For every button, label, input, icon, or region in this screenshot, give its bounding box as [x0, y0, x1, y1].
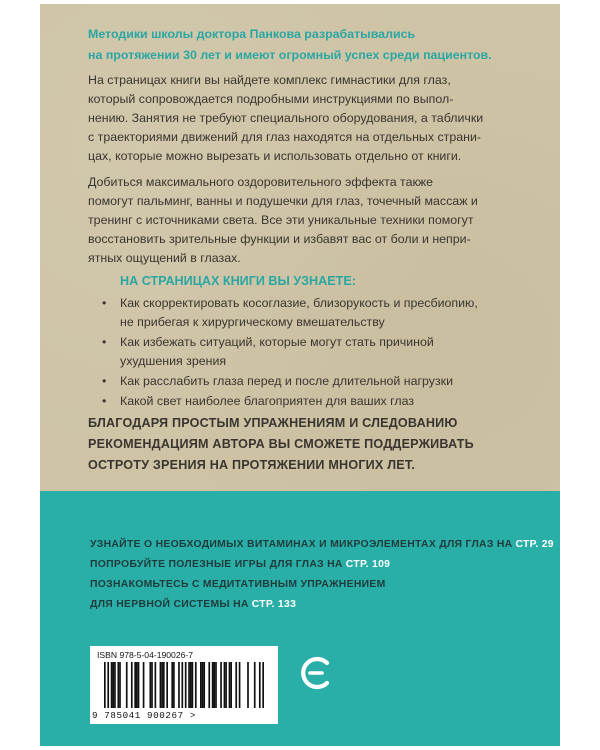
barcode-bar	[112, 662, 114, 708]
page-ref: СТР. 133	[251, 599, 297, 610]
learn-heading: НА СТРАНИЦАХ КНИГИ ВЫ УЗНАЕТЕ:	[120, 274, 356, 288]
barcode-bar	[185, 662, 187, 708]
lead-text	[88, 24, 528, 66]
barcode-bar	[126, 662, 128, 708]
barcode-icon	[104, 662, 264, 710]
barcode-bar	[114, 662, 116, 708]
book-back-cover	[40, 4, 560, 746]
teal-line	[90, 555, 550, 575]
list-item-line: • Как избежать ситуаций, которые могут стать причиной	[120, 335, 434, 349]
barcode-bar	[202, 662, 204, 708]
teal-panel	[40, 491, 560, 746]
paragraph-line: восстановить зрительные функции и избавят вас от боли и непри-	[88, 232, 471, 246]
eksmo-logo-icon	[300, 656, 334, 690]
barcode-label	[90, 646, 278, 724]
barcode-bar	[188, 662, 190, 708]
teal-line-text: ДЛЯ НЕРВНОЙ СИСТЕМЫ НА	[90, 599, 249, 610]
paragraph-line: цах, которые можно вырезать и использовать отдельно от книги.	[88, 149, 462, 163]
barcode-bar	[200, 662, 202, 708]
barcode-bar	[131, 662, 133, 708]
paragraph-line: с траекториями движений для глаз находятся на отдельных страни-	[88, 130, 481, 144]
page-ref: СТР. 29	[515, 539, 554, 550]
teal-line	[90, 535, 554, 555]
barcode-bar	[254, 662, 256, 708]
paragraph-line: На страницах книги вы найдете комплекс гимнастики для глаз,	[88, 73, 451, 87]
barcode-bar	[213, 662, 215, 708]
barcode-bar	[171, 662, 173, 708]
list-item-line: • Как скорректировать косоглазие, близорукость и пресбиопию,	[120, 296, 478, 310]
list-item	[98, 392, 528, 411]
barcode-bar	[262, 662, 264, 708]
barcode-bar	[235, 662, 237, 708]
list-item-line: ухудшения зрения	[120, 354, 227, 368]
barcode-number: 9 785041 900267 >	[92, 710, 196, 721]
barcode-bar	[181, 662, 183, 708]
teal-line-text: ПОПРОБУЙТЕ ПОЛЕЗНЫЕ ИГРЫ ДЛЯ ГЛАЗ НА	[90, 559, 343, 570]
teal-line-text: УЗНАЙТЕ О НЕОБХОДИМЫХ ВИТАМИНАХ И МИКРОЭЛЕМЕНТАХ ДЛЯ ГЛАЗ НА	[90, 539, 513, 550]
barcode-bar	[190, 662, 192, 708]
barcode-bar	[208, 662, 210, 708]
barcode-bar	[259, 662, 261, 708]
barcode-bar	[178, 662, 180, 708]
list-item-line: • Какой свет наиболее благоприятен для ваших глаз	[120, 394, 415, 408]
barcode-bar	[104, 662, 106, 708]
barcode-bar	[119, 662, 121, 708]
paragraph-line: помогут пальминг, ванны и подушечки для глаз, точечный массаж и	[88, 194, 478, 208]
barcode-bar	[134, 662, 136, 708]
teal-text-block	[90, 535, 554, 615]
isbn-text: ISBN 978-5-04-190026-7	[97, 650, 194, 660]
barcode-bar	[155, 662, 157, 708]
paragraph-line: нению. Занятия не требуют специального оборудования, а таблички	[88, 111, 484, 125]
barcode-bar	[151, 662, 153, 708]
list-item	[98, 333, 528, 371]
list-item-line: не прибегая к хирургическому вмешательству	[120, 315, 385, 329]
teal-line	[90, 575, 550, 595]
barcode-bar	[220, 662, 222, 708]
barcode-bar	[229, 662, 231, 708]
barcode-bar	[203, 662, 205, 708]
closing-line: БЛАГОДАРЯ ПРОСТЫМ УПРАЖНЕНИЯМ И СЛЕДОВАНИЮ	[88, 416, 458, 430]
barcode-bar	[239, 662, 241, 708]
paper-panel	[40, 4, 560, 491]
barcode-bar	[230, 662, 232, 708]
barcode-bar	[143, 662, 145, 708]
list-item	[98, 372, 528, 391]
barcode-bar	[192, 662, 194, 708]
paragraph-line: тренинг с источниками света. Все эти уникальные техники помогут	[88, 213, 474, 227]
barcode-bar	[166, 662, 168, 708]
barcode-bar	[195, 662, 197, 708]
paragraph-2	[88, 173, 528, 268]
paragraph-line: Добиться максимального оздоровительного эффекта также	[88, 175, 434, 189]
barcode-bar	[247, 662, 249, 708]
barcode-bar	[107, 662, 109, 708]
lead-line: на протяжении 30 лет и имеют огромный успех среди пациентов.	[88, 48, 492, 62]
barcode-bar	[163, 662, 165, 708]
closing-statement	[88, 413, 538, 476]
page-ref: СТР. 109	[345, 559, 391, 570]
barcode-bar	[161, 662, 163, 708]
barcode-bar	[138, 662, 140, 708]
closing-line: РЕКОМЕНДАЦИЯМ АВТОРА ВЫ СМОЖЕТЕ ПОДДЕРЖИВАТЬ	[88, 437, 474, 451]
barcode-bar	[173, 662, 175, 708]
barcode-bar	[224, 662, 226, 708]
teal-line-text: ПОЗНАКОМЬТЕСЬ С МЕДИТАТИВНЫМ УПРАЖНЕНИЕМ	[90, 579, 386, 590]
barcode-bar	[212, 662, 214, 708]
lead-line: Методики школы доктора Панкова разрабатывались	[88, 27, 416, 41]
paragraph-line: который сопровождается подробными инструкциями по выпол-	[88, 92, 454, 106]
learn-list	[98, 294, 528, 411]
barcode-bar	[136, 662, 138, 708]
paragraph-line: ятных ощущений в глазах.	[88, 251, 241, 265]
barcode-bar	[111, 662, 113, 708]
barcode-bar	[225, 662, 227, 708]
list-item	[98, 294, 528, 332]
closing-line: ОСТРОТУ ЗРЕНИЯ НА ПРОТЯЖЕНИИ МНОГИХ ЛЕТ.	[88, 458, 416, 472]
list-item-line: • Как расслабить глаза перед и после длительной нагрузки	[120, 374, 454, 388]
paragraph-1	[88, 71, 528, 166]
barcode-bar	[160, 662, 162, 708]
barcode-bar	[215, 662, 217, 708]
barcode-bar	[149, 662, 151, 708]
teal-line	[90, 595, 550, 615]
barcode-bar	[117, 662, 119, 708]
